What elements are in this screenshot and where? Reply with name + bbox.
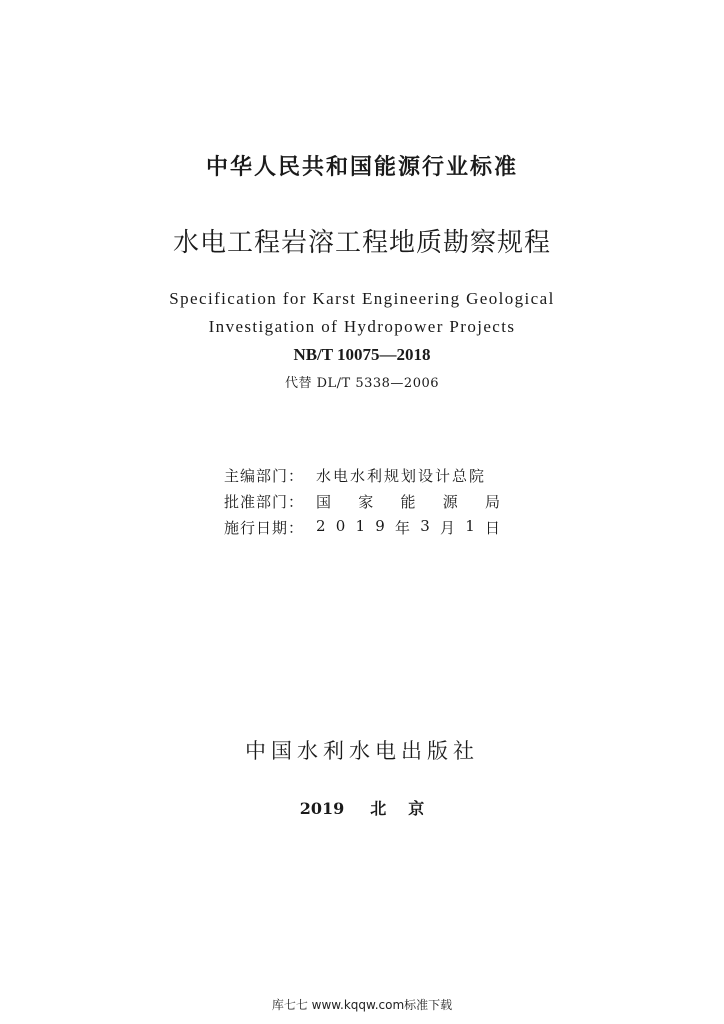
document-title-cn: 水电工程岩溶工程地质勘察规程 — [172, 228, 551, 258]
editor-value: 水电水利规划设计总院 — [316, 466, 487, 485]
standard-code: NB/T 10075—2018 — [293, 345, 431, 364]
date-char: 0 — [335, 516, 346, 535]
publication-place — [0, 796, 724, 819]
date-char: 3 — [420, 516, 430, 535]
issuing-body: 中华人民共和国能源行业标准 — [205, 155, 518, 180]
date-char: 年 — [395, 518, 411, 537]
date-char: 2 — [316, 516, 326, 535]
approver-value — [316, 491, 500, 512]
date-char: 月 — [439, 518, 455, 537]
effective-date-label: 施行日期： — [224, 518, 305, 537]
document-title-en-line1: Specification for Karst Engineering Geological — [169, 289, 555, 308]
replaces-standard: 代替 DL/T 5338—2006 — [284, 376, 440, 391]
info-block — [224, 462, 500, 540]
approver-label: 批准部门： — [224, 492, 305, 511]
date-char: 1 — [465, 516, 475, 535]
publication-city-char: 北 — [370, 799, 387, 818]
date-char: 9 — [375, 516, 385, 535]
publication-year: 2019 — [299, 799, 345, 818]
document-title-en-line2: Investigation of Hydropower Projects — [208, 317, 516, 336]
approver-char: 源 — [442, 492, 458, 511]
approver-char: 家 — [358, 492, 374, 511]
publisher-name: 中国水利水电出版社 — [245, 739, 479, 763]
date-char: 1 — [355, 516, 366, 535]
download-watermark: 库七七 www.kqqw.com标准下载 — [271, 998, 453, 1012]
approver-char: 能 — [400, 492, 416, 511]
approver-row — [224, 488, 500, 514]
effective-date-row — [224, 514, 500, 540]
date-char: 日 — [484, 518, 500, 537]
publication-city-char: 京 — [408, 799, 425, 818]
effective-date-value — [316, 517, 500, 538]
editor-label: 主编部门： — [224, 466, 305, 485]
approver-char: 局 — [484, 492, 500, 511]
editor-row — [224, 462, 500, 488]
approver-char: 国 — [316, 492, 332, 511]
